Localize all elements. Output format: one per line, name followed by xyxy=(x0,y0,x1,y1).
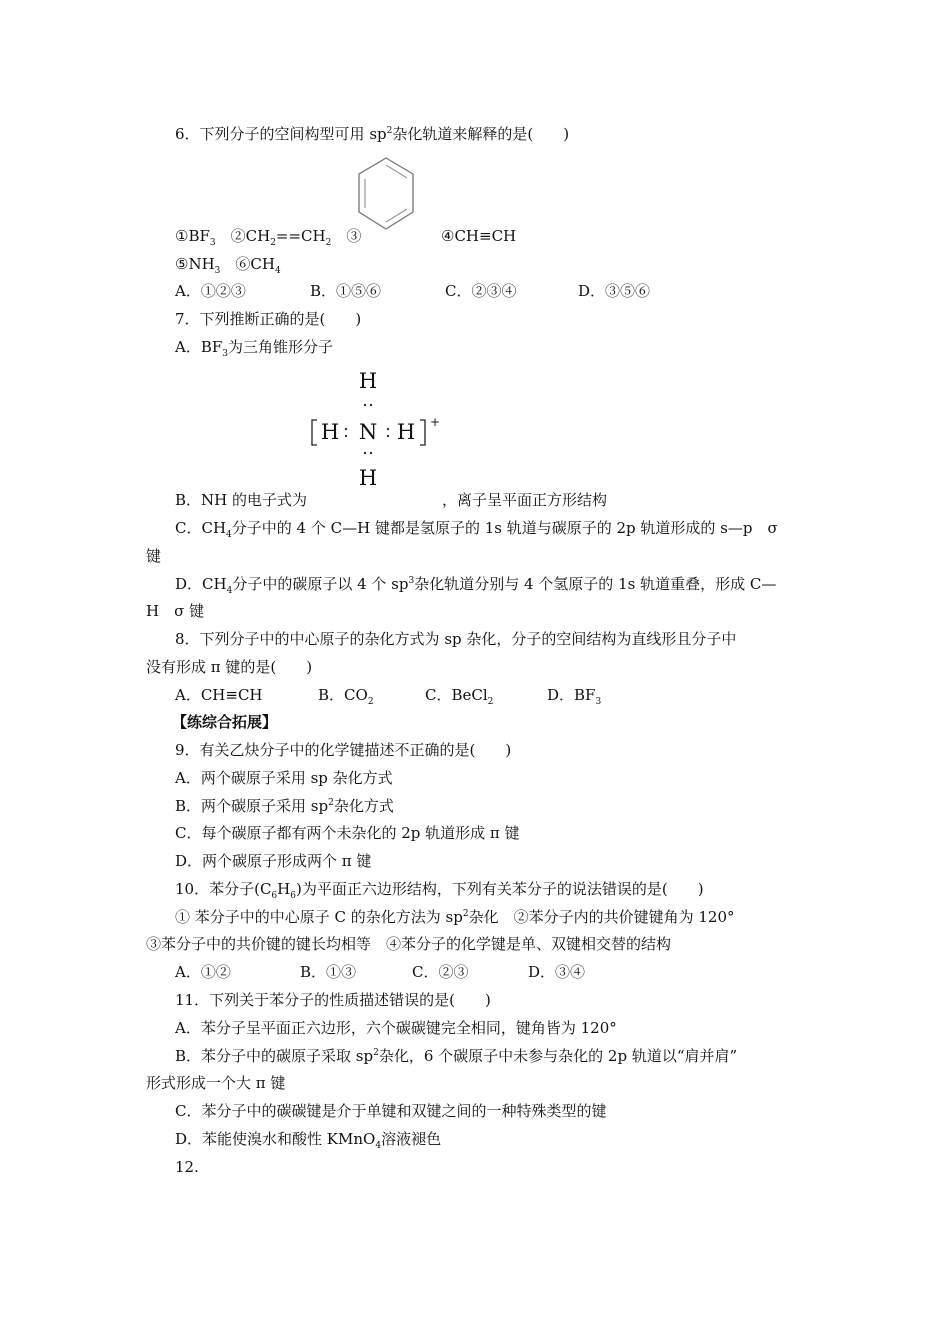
q6-item-4: ④CH≡CH xyxy=(441,227,517,245)
q11-b-post: 杂化，6 个碳原子中未参与杂化的 2p 轨道以“肩并肩” xyxy=(378,1047,738,1065)
q9-option-d: D．两个碳原子形成两个 π 键 xyxy=(175,852,372,870)
q9-option-a: A．两个碳原子采用 sp 杂化方式 xyxy=(175,769,393,787)
q7-stem: 7．下列推断正确的是( ) xyxy=(175,310,362,328)
q10-statements-1 xyxy=(175,907,735,927)
q6-stem-text: 6．下列分子的空间构型可用 sp xyxy=(175,125,387,143)
q10-option-c: C．②③ xyxy=(412,963,469,981)
q7-a-post: 为三角锥形分子 xyxy=(228,338,334,356)
q6-item-1-sub: 3 xyxy=(209,238,216,248)
q11-b-pre: B．苯分子中的碳原子采取 sp xyxy=(175,1047,374,1065)
ammonium-electron-formula xyxy=(300,365,450,494)
q7-c-post: 分子中的 4 个 C—H 键都是氢原子的 1s 轨道与碳原子的 2p 轨道形成的 s—p σ xyxy=(231,519,778,537)
q6-option-b: B．①⑤⑥ xyxy=(310,282,382,300)
q7-option-c-cont: 键 xyxy=(146,547,162,565)
q11-option-c: C．苯分子中的碳碳键是介于单键和双键之间的一种特殊类型的键 xyxy=(175,1102,607,1120)
q7-d-pre: D．CH xyxy=(175,575,227,593)
q7-option-b-tail: ，离子呈平面正方形结构 xyxy=(442,491,608,509)
q11-stem: 11．下列关于苯分子的性质描述错误的是( ) xyxy=(175,991,491,1009)
q6-option-c: C．②③④ xyxy=(445,282,517,300)
q10-option-d: D．③④ xyxy=(528,963,586,981)
q6-item-6: ⑥CH xyxy=(220,255,275,273)
q10-stem-pre: 10．苯分子(C xyxy=(175,880,272,898)
q10-stem-mid: H xyxy=(277,880,291,898)
q11-option-a: A．苯分子呈平面正六边形，六个碳碳键完全相同，键角皆为 120° xyxy=(175,1019,617,1037)
q8-c-sub: 2 xyxy=(487,697,494,707)
lewis-n: N xyxy=(358,420,378,444)
q8-stem-cont: 没有形成 π 键的是( ) xyxy=(146,658,313,676)
lewis-h-bottom: H xyxy=(358,466,378,490)
lewis-h-top: H xyxy=(358,369,378,393)
q7-option-c xyxy=(175,518,778,538)
q11-option-b-cont: 形式形成一个大 π 键 xyxy=(146,1074,286,1092)
q7-option-d xyxy=(175,574,776,594)
q9-b-pre: B．两个碳原子采用 sp xyxy=(175,797,329,815)
q11-option-d xyxy=(175,1129,441,1149)
q6-option-a: A．①②③ xyxy=(175,282,246,300)
q8-b-pre: B．CO xyxy=(318,686,368,704)
q6-item-2: ②CH xyxy=(215,227,271,245)
q6-item-5-sub: 3 xyxy=(214,266,221,276)
q7-d-post: 杂化轨道分别与 4 个氢原子的 1s 轨道重叠，形成 C— xyxy=(414,575,777,593)
q11-d-post: 溶液褪色 xyxy=(381,1130,442,1148)
q9-option-b xyxy=(175,796,394,816)
q6-option-d: D．③⑤⑥ xyxy=(578,282,651,300)
q11-d-sub: 4 xyxy=(375,1141,382,1151)
q10-s1-pre: ① 苯分子中的中心原子 C 的杂化方法为 sp xyxy=(175,908,463,926)
q6-item-5: ⑤NH xyxy=(175,255,215,273)
q10-stem xyxy=(175,879,704,899)
q10-option-b: B．①③ xyxy=(300,963,357,981)
q8-stem: 8．下列分子中的中心原子的杂化方式为 sp 杂化，分子的空间结构为直线形且分子中 xyxy=(175,630,737,648)
q10-option-a: A．①② xyxy=(175,963,231,981)
q6-stem-text-2: 杂化轨道来解释的是( ) xyxy=(392,125,570,143)
q11-b-sup: 2 xyxy=(373,1048,379,1058)
q8-b-sub: 2 xyxy=(367,697,374,707)
q10-stem-sub1: 6 xyxy=(271,891,278,901)
q7-d-mid: 分子中的碳原子以 4 个 sp xyxy=(232,575,409,593)
q6-stem xyxy=(175,124,569,144)
lewis-h-left: H xyxy=(320,420,340,444)
q9-b-sup: 2 xyxy=(328,798,334,808)
q7-c-sub: 4 xyxy=(226,530,232,540)
q11-option-b xyxy=(175,1046,737,1066)
q7-option-d-cont: H σ 键 xyxy=(146,602,205,620)
q10-stem-sub2: 6 xyxy=(290,891,296,901)
q12-stem: 12. xyxy=(175,1158,199,1176)
q6-items-line2 xyxy=(175,254,281,274)
q8-d-pre: D．BF xyxy=(547,686,596,704)
benzene-ring-figure xyxy=(356,155,416,237)
q8-option-b xyxy=(318,685,374,705)
q6-stem-sup: 2 xyxy=(386,126,393,136)
lewis-h-right: H xyxy=(396,420,416,444)
q7-a-sub: 3 xyxy=(222,349,228,359)
q7-option-a xyxy=(175,337,333,357)
q10-statements-2: ③苯分子中的共价键的键长均相等 ④苯分子的化学键是单、双键相交替的结构 xyxy=(146,935,672,953)
q9-option-c: C．每个碳原子都有两个未杂化的 2p 轨道形成 π 键 xyxy=(175,824,520,842)
q8-d-sub: 3 xyxy=(595,697,602,707)
q6-item-3: ③ xyxy=(331,227,362,245)
q8-option-a: A．CH≡CH xyxy=(175,686,263,704)
q8-c-pre: C．BeCl xyxy=(425,686,488,704)
q6-item-2-sub1: 2 xyxy=(270,238,276,248)
q6-item-2-b: ==CH xyxy=(275,227,326,245)
q9-b-post: 杂化方式 xyxy=(333,797,394,815)
lewis-charge: + xyxy=(429,415,441,429)
q10-stem-post: )为平面正六边形结构，下列有关苯分子的说法错误的是( ) xyxy=(295,880,704,898)
q7-d-sub: 4 xyxy=(226,586,233,596)
q7-a-pre: A．BF xyxy=(175,338,223,356)
q6-items-line1 xyxy=(175,226,361,246)
q7-c-pre: C．CH xyxy=(175,519,227,537)
q7-option-b-lead: B．NH 的电子式为 xyxy=(175,491,307,509)
q10-s1-sup: 2 xyxy=(462,909,469,919)
section-heading: 【练综合拓展】 xyxy=(172,713,278,731)
q9-stem: 9．有关乙炔分子中的化学键描述不正确的是( ) xyxy=(175,741,512,759)
q6-item-6-sub: 4 xyxy=(274,266,281,276)
q10-s1-post: 杂化 ②苯分子内的共价键键角为 120° xyxy=(468,908,735,926)
q6-item-2-sub2: 2 xyxy=(325,238,332,248)
q6-item-1: ①BF xyxy=(175,227,210,245)
q11-d-pre: D．苯能使溴水和酸性 KMnO xyxy=(175,1130,376,1148)
q7-d-sup: 3 xyxy=(408,576,415,586)
q8-option-d xyxy=(547,685,601,705)
q8-option-c xyxy=(425,685,493,705)
